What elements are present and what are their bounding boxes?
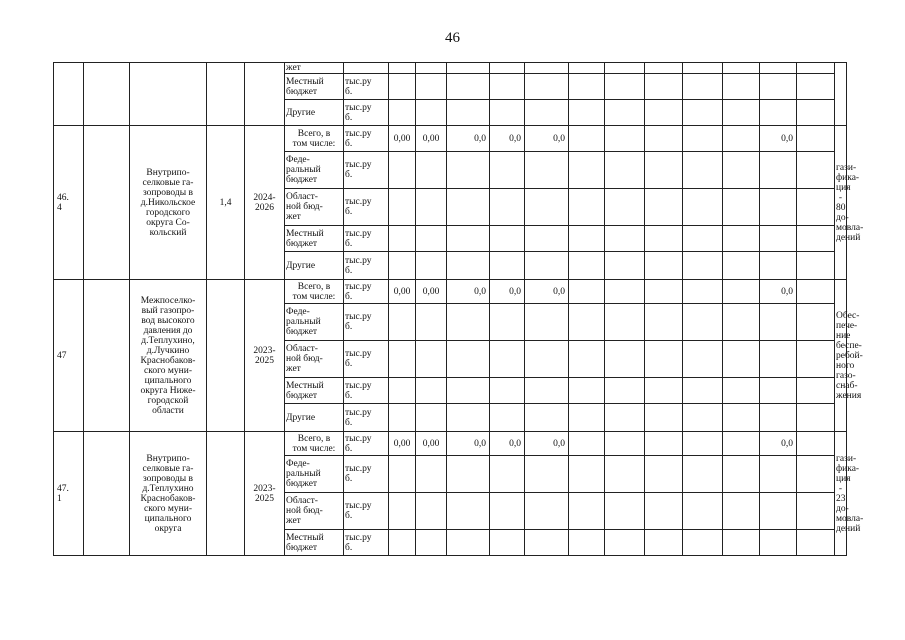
empty-cell <box>605 152 645 189</box>
empty-cell <box>490 74 525 100</box>
empty-cell <box>416 100 447 126</box>
empty-cell <box>416 152 447 189</box>
empty-cell <box>416 456 447 493</box>
empty-cell <box>569 432 605 456</box>
empty-cell <box>645 152 683 189</box>
empty-cell <box>569 280 605 304</box>
value-cell: 0,00 <box>416 280 447 304</box>
empty-cell <box>490 378 525 404</box>
empty-cell <box>569 378 605 404</box>
funding-source-label: жет <box>285 63 344 74</box>
empty-cell <box>645 404 683 432</box>
empty-cell <box>605 341 645 378</box>
empty-cell <box>683 226 723 252</box>
empty-cell <box>797 378 835 404</box>
empty-cell <box>645 304 683 341</box>
empty-cell <box>723 378 760 404</box>
empty-cell <box>760 530 797 556</box>
empty-cell <box>723 404 760 432</box>
empty-cell <box>683 530 723 556</box>
empty-cell <box>797 100 835 126</box>
years-cell <box>245 63 285 126</box>
row-number-cell: 46. 4 <box>54 126 84 280</box>
empty-cell <box>683 63 723 74</box>
empty-cell <box>525 252 569 280</box>
empty-cell <box>760 456 797 493</box>
empty-cell <box>525 226 569 252</box>
empty-cell <box>723 126 760 152</box>
empty-cell <box>525 304 569 341</box>
empty-cell <box>490 530 525 556</box>
value-cell: 0,0 <box>525 126 569 152</box>
empty-cell <box>389 152 416 189</box>
empty-cell <box>605 432 645 456</box>
empty-cell <box>447 189 490 226</box>
unit-cell: тыс.ру б. <box>344 456 389 493</box>
empty-cell <box>683 280 723 304</box>
empty-cell <box>605 378 645 404</box>
page-number: 46 <box>445 30 460 46</box>
row-number-cell <box>54 63 84 126</box>
empty-cell <box>447 493 490 530</box>
empty-cell <box>569 74 605 100</box>
empty-cell <box>416 304 447 341</box>
funding-source-label: Другие <box>285 100 344 126</box>
empty-cell <box>389 404 416 432</box>
note-cell <box>835 63 847 126</box>
empty-cell <box>490 252 525 280</box>
funding-source-label: Област- ной бюд- жет <box>285 493 344 530</box>
empty-cell <box>84 126 130 280</box>
object-name-cell: Внутрипо- селковые га- зопроводы в д.Никольское городского округа Со- кольский <box>130 126 207 280</box>
empty-cell <box>797 432 835 456</box>
empty-cell <box>605 304 645 341</box>
empty-cell <box>760 152 797 189</box>
empty-cell <box>683 252 723 280</box>
value-cell: 0,0 <box>490 432 525 456</box>
unit-cell: тыс.ру б. <box>344 432 389 456</box>
unit-cell: тыс.ру б. <box>344 304 389 341</box>
empty-cell <box>683 189 723 226</box>
empty-cell <box>723 530 760 556</box>
value-cell: 0,0 <box>490 126 525 152</box>
empty-cell <box>84 432 130 556</box>
length-cell <box>207 432 245 556</box>
empty-cell <box>683 126 723 152</box>
empty-cell <box>569 152 605 189</box>
empty-cell <box>490 189 525 226</box>
empty-cell <box>605 100 645 126</box>
empty-cell <box>645 432 683 456</box>
table-row <box>54 63 847 74</box>
empty-cell <box>569 456 605 493</box>
table-row <box>54 126 847 152</box>
empty-cell <box>683 100 723 126</box>
empty-cell <box>525 100 569 126</box>
table-row <box>54 280 847 304</box>
empty-cell <box>490 341 525 378</box>
funding-source-label: Другие <box>285 404 344 432</box>
empty-cell <box>416 404 447 432</box>
empty-cell <box>605 74 645 100</box>
funding-source-label: Феде- ральный бюджет <box>285 152 344 189</box>
empty-cell <box>447 530 490 556</box>
empty-cell <box>389 304 416 341</box>
empty-cell <box>723 152 760 189</box>
value-cell: 0,00 <box>389 432 416 456</box>
empty-cell <box>416 530 447 556</box>
empty-cell <box>416 226 447 252</box>
empty-cell <box>389 100 416 126</box>
empty-cell <box>760 63 797 74</box>
empty-cell <box>84 63 130 126</box>
note-cell: гази- фика- ция - 80 до- мовла- дений <box>835 126 847 280</box>
empty-cell <box>569 530 605 556</box>
empty-cell <box>723 456 760 493</box>
empty-cell <box>389 378 416 404</box>
empty-cell <box>760 493 797 530</box>
empty-cell <box>645 226 683 252</box>
unit-cell: тыс.ру б. <box>344 530 389 556</box>
object-name-cell: Межпоселко- вый газопро- вод высокого давления до д.Теплухино, д.Лучкино Краснобаков- ского муни- ципального округа Ниже- городской области <box>130 280 207 432</box>
value-cell: 0,00 <box>389 280 416 304</box>
empty-cell <box>645 456 683 493</box>
empty-cell <box>645 100 683 126</box>
empty-cell <box>605 189 645 226</box>
empty-cell <box>683 456 723 493</box>
empty-cell <box>416 378 447 404</box>
row-number-cell: 47. 1 <box>54 432 84 556</box>
empty-cell <box>389 63 416 74</box>
empty-cell <box>569 304 605 341</box>
empty-cell <box>447 404 490 432</box>
value-cell: 0,00 <box>389 126 416 152</box>
empty-cell <box>569 252 605 280</box>
funding-source-label: Всего, в том числе: <box>285 126 344 152</box>
empty-cell <box>760 378 797 404</box>
empty-cell <box>645 493 683 530</box>
empty-cell <box>389 456 416 493</box>
empty-cell <box>605 456 645 493</box>
empty-cell <box>605 404 645 432</box>
empty-cell <box>645 530 683 556</box>
empty-cell <box>760 74 797 100</box>
empty-cell <box>760 226 797 252</box>
unit-cell: тыс.ру б. <box>344 100 389 126</box>
empty-cell <box>447 152 490 189</box>
empty-cell <box>569 226 605 252</box>
empty-cell <box>683 378 723 404</box>
empty-cell <box>797 126 835 152</box>
unit-cell: тыс.ру б. <box>344 74 389 100</box>
empty-cell <box>569 126 605 152</box>
empty-cell <box>645 189 683 226</box>
years-cell: 2023- 2025 <box>245 432 285 556</box>
funding-source-label: Местный бюджет <box>285 226 344 252</box>
empty-cell <box>447 74 490 100</box>
funding-source-label: Феде- ральный бюджет <box>285 304 344 341</box>
empty-cell <box>447 100 490 126</box>
empty-cell <box>797 189 835 226</box>
empty-cell <box>569 100 605 126</box>
empty-cell <box>525 63 569 74</box>
empty-cell <box>645 63 683 74</box>
empty-cell <box>760 341 797 378</box>
empty-cell <box>723 493 760 530</box>
empty-cell <box>416 252 447 280</box>
funding-source-label: Местный бюджет <box>285 378 344 404</box>
note-cell: Обес- пече- ние беспе- ребой- ного газо- снаб- жения <box>835 280 847 432</box>
empty-cell <box>490 304 525 341</box>
value-cell: 0,0 <box>525 432 569 456</box>
funding-source-label: Всего, в том числе: <box>285 432 344 456</box>
empty-cell <box>490 456 525 493</box>
funding-source-label: Другие <box>285 252 344 280</box>
empty-cell <box>683 74 723 100</box>
empty-cell <box>447 252 490 280</box>
unit-cell: тыс.ру б. <box>344 152 389 189</box>
empty-cell <box>723 189 760 226</box>
empty-cell <box>525 378 569 404</box>
unit-cell: тыс.ру б. <box>344 126 389 152</box>
empty-cell <box>723 304 760 341</box>
empty-cell <box>490 152 525 189</box>
empty-cell <box>797 252 835 280</box>
empty-cell <box>797 304 835 341</box>
empty-cell <box>569 63 605 74</box>
empty-cell <box>760 252 797 280</box>
empty-cell <box>683 404 723 432</box>
value-cell: 0,0 <box>760 432 797 456</box>
empty-cell <box>683 341 723 378</box>
length-cell <box>207 280 245 432</box>
empty-cell <box>645 126 683 152</box>
empty-cell <box>683 493 723 530</box>
empty-cell <box>797 63 835 74</box>
unit-cell: тыс.ру б. <box>344 226 389 252</box>
empty-cell <box>760 404 797 432</box>
empty-cell <box>389 226 416 252</box>
empty-cell <box>525 341 569 378</box>
value-cell: 0,00 <box>416 126 447 152</box>
empty-cell <box>490 63 525 74</box>
empty-cell <box>797 456 835 493</box>
empty-cell <box>389 493 416 530</box>
empty-cell <box>569 341 605 378</box>
empty-cell <box>416 63 447 74</box>
empty-cell <box>797 152 835 189</box>
unit-cell: тыс.ру б. <box>344 252 389 280</box>
empty-cell <box>490 226 525 252</box>
empty-cell <box>645 280 683 304</box>
empty-cell <box>447 456 490 493</box>
empty-cell <box>525 74 569 100</box>
unit-cell: тыс.ру б. <box>344 404 389 432</box>
empty-cell <box>797 493 835 530</box>
empty-cell <box>605 63 645 74</box>
unit-cell: тыс.ру б. <box>344 280 389 304</box>
empty-cell <box>797 74 835 100</box>
empty-cell <box>605 126 645 152</box>
empty-cell <box>683 152 723 189</box>
empty-cell <box>490 493 525 530</box>
funding-source-label: Област- ной бюд- жет <box>285 189 344 226</box>
funding-source-label: Местный бюджет <box>285 74 344 100</box>
empty-cell <box>569 189 605 226</box>
empty-cell <box>389 530 416 556</box>
funding-source-label: Местный бюджет <box>285 530 344 556</box>
empty-cell <box>569 493 605 530</box>
empty-cell <box>525 152 569 189</box>
value-cell: 0,0 <box>447 126 490 152</box>
empty-cell <box>797 404 835 432</box>
empty-cell <box>723 74 760 100</box>
empty-cell <box>490 404 525 432</box>
unit-cell <box>344 63 389 74</box>
value-cell: 0,0 <box>760 126 797 152</box>
empty-cell <box>389 341 416 378</box>
value-cell: 0,0 <box>760 280 797 304</box>
empty-cell <box>416 493 447 530</box>
value-cell: 0,0 <box>447 280 490 304</box>
empty-cell <box>605 530 645 556</box>
empty-cell <box>645 252 683 280</box>
empty-cell <box>605 226 645 252</box>
empty-cell <box>723 341 760 378</box>
empty-cell <box>569 404 605 432</box>
value-cell: 0,0 <box>525 280 569 304</box>
note-cell: гази- фика- ция - 23 до- мовла- дений <box>835 432 847 556</box>
empty-cell <box>447 63 490 74</box>
empty-cell <box>490 100 525 126</box>
empty-cell <box>416 74 447 100</box>
empty-cell <box>723 252 760 280</box>
empty-cell <box>645 74 683 100</box>
empty-cell <box>797 226 835 252</box>
value-cell: 0,0 <box>447 432 490 456</box>
empty-cell <box>447 304 490 341</box>
empty-cell <box>723 63 760 74</box>
empty-cell <box>760 100 797 126</box>
unit-cell: тыс.ру б. <box>344 189 389 226</box>
empty-cell <box>723 226 760 252</box>
empty-cell <box>416 189 447 226</box>
empty-cell <box>525 404 569 432</box>
empty-cell <box>525 456 569 493</box>
empty-cell <box>797 530 835 556</box>
row-number-cell: 47 <box>54 280 84 432</box>
empty-cell <box>389 189 416 226</box>
funding-source-label: Всего, в том числе: <box>285 280 344 304</box>
empty-cell <box>605 252 645 280</box>
funding-source-label: Феде- ральный бюджет <box>285 456 344 493</box>
empty-cell <box>525 189 569 226</box>
years-cell: 2024- 2026 <box>245 126 285 280</box>
empty-cell <box>645 378 683 404</box>
empty-cell <box>389 74 416 100</box>
unit-cell: тыс.ру б. <box>344 493 389 530</box>
empty-cell <box>760 304 797 341</box>
empty-cell <box>605 280 645 304</box>
empty-cell <box>723 432 760 456</box>
value-cell: 0,00 <box>416 432 447 456</box>
empty-cell <box>760 189 797 226</box>
years-cell: 2023- 2025 <box>245 280 285 432</box>
funding-source-label: Област- ной бюд- жет <box>285 341 344 378</box>
length-cell: 1,4 <box>207 126 245 280</box>
length-cell <box>207 63 245 126</box>
empty-cell <box>389 252 416 280</box>
empty-cell <box>416 341 447 378</box>
empty-cell <box>645 341 683 378</box>
empty-cell <box>723 100 760 126</box>
table-row <box>54 432 847 456</box>
empty-cell <box>683 432 723 456</box>
empty-cell <box>447 226 490 252</box>
empty-cell <box>605 493 645 530</box>
empty-cell <box>525 493 569 530</box>
unit-cell: тыс.ру б. <box>344 378 389 404</box>
empty-cell <box>447 341 490 378</box>
object-name-cell <box>130 63 207 126</box>
empty-cell <box>525 530 569 556</box>
empty-cell <box>797 341 835 378</box>
unit-cell: тыс.ру б. <box>344 341 389 378</box>
empty-cell <box>447 378 490 404</box>
empty-cell <box>723 280 760 304</box>
empty-cell <box>683 304 723 341</box>
value-cell: 0,0 <box>490 280 525 304</box>
empty-cell <box>84 280 130 432</box>
budget-table <box>53 62 864 556</box>
empty-cell <box>797 280 835 304</box>
object-name-cell: Внутрипо- селковые га- зопроводы в д.Теплухино Краснобаков- ского муни- ципального округа <box>130 432 207 556</box>
